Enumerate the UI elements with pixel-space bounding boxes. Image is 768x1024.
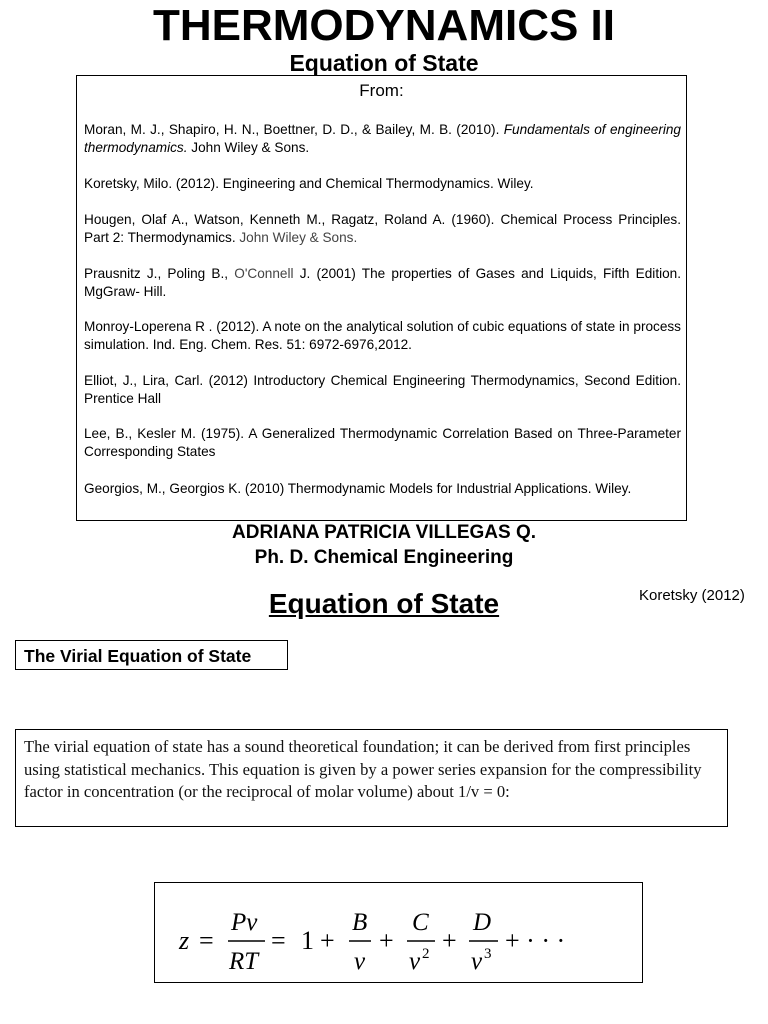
fraction-4-denominator: v [471,948,483,975]
equation-equals: = [271,926,286,955]
references-heading: From: [359,81,404,100]
equation-plus: + [442,926,457,955]
reference-publisher: John Wiley & Sons. [235,230,358,245]
subtitle: Equation of State [289,50,479,76]
fraction-3-denominator: v [409,948,421,975]
reference-item-1 [84,121,681,157]
reference-text: Lee, B., Kesler M. (1975). A Generalized Thermodynamic Correlation Based on Three-Parameter Corresponding States [84,426,681,459]
virial-description-box [15,729,728,827]
virial-description: The virial equation of state has a sound theoretical foundation; it can be derived from first principles using statistical mechanics. This equation is given by a power series expansion for the compressibility factor in concentration (or the reciprocal of molar volume) about 1/v = 0: [24,737,702,802]
reference-item-4 [84,265,681,301]
fraction-4-numerator: D [473,909,492,936]
reference-text: Koretsky, Milo. (2012). Engineering and Chemical Thermodynamics. Wiley. [84,176,534,191]
fraction-1-numerator: Pv [231,909,258,936]
reference-text-rest: J. (2001) The properties of Gases and Liquids, Fifth Edition. MgGraw- Hill. [84,266,682,299]
author-name: ADRIANA PATRICIA VILLEGAS Q. [232,522,536,543]
fraction-2-denominator: v [354,948,366,975]
fraction-4-exponent: 3 [484,946,492,962]
virial-equation [155,883,644,984]
reference-text: Hougen, Olaf A., Watson, Kenneth M., Ragatz, Roland A. (1960). Chemical Process Principles. Part 2: Thermodynamics. [84,212,681,245]
reference-item-8 [84,480,681,498]
source-citation: Koretsky (2012) [639,587,745,604]
equation-ellipsis: + · · · [505,926,566,955]
equation-lhs: z [179,926,190,955]
fraction-2-numerator: B [352,909,368,936]
virial-equation-box [154,882,643,983]
equation-plus: + [320,926,335,955]
main-title: THERMODYNAMICS II [153,1,615,50]
references-box [76,75,687,521]
virial-label-box [15,640,288,670]
reference-item-3 [84,211,681,247]
virial-label: The Virial Equation of State [24,646,252,666]
fraction-1-denominator: RT [229,948,259,975]
reference-item-6 [84,372,681,408]
reference-text: Moran, M. J., Shapiro, H. N., Boettner, D. D., & Bailey, M. B. (2010). [84,122,504,137]
reference-title: Fundamentals of engineering thermodynamics. [84,122,681,155]
reference-item-7 [84,425,681,461]
equation-one: 1 [301,926,314,955]
equation-plus: + [379,926,394,955]
reference-text: Elliot, J., Lira, Carl. (2012) Introductory Chemical Engineering Thermodynamics, Second Edition. Prentice Hall [84,373,681,406]
equation-equals: = [199,926,214,955]
fraction-3-exponent: 2 [422,946,430,962]
author-degree: Ph. D. Chemical Engineering [254,547,514,568]
reference-text: Monroy-Loperena R . (2012). A note on the analytical solution of cubic equations of state in process simulation. Ind. Eng. Chem. Res. 51: 6972-6976,2012. [84,319,681,352]
reference-item-5 [84,318,681,354]
reference-publisher: John Wiley & Sons. [187,140,310,155]
section-title: Equation of State [268,588,500,619]
reference-text: Georgios, M., Georgios K. (2010) Thermodynamic Models for Industrial Applications. Wiley. [84,481,632,496]
reference-text: Prausnitz J., Poling B., [84,266,235,281]
fraction-3-numerator: C [412,909,429,936]
reference-item-2 [84,175,681,193]
reference-author: O'Connell [234,266,294,281]
